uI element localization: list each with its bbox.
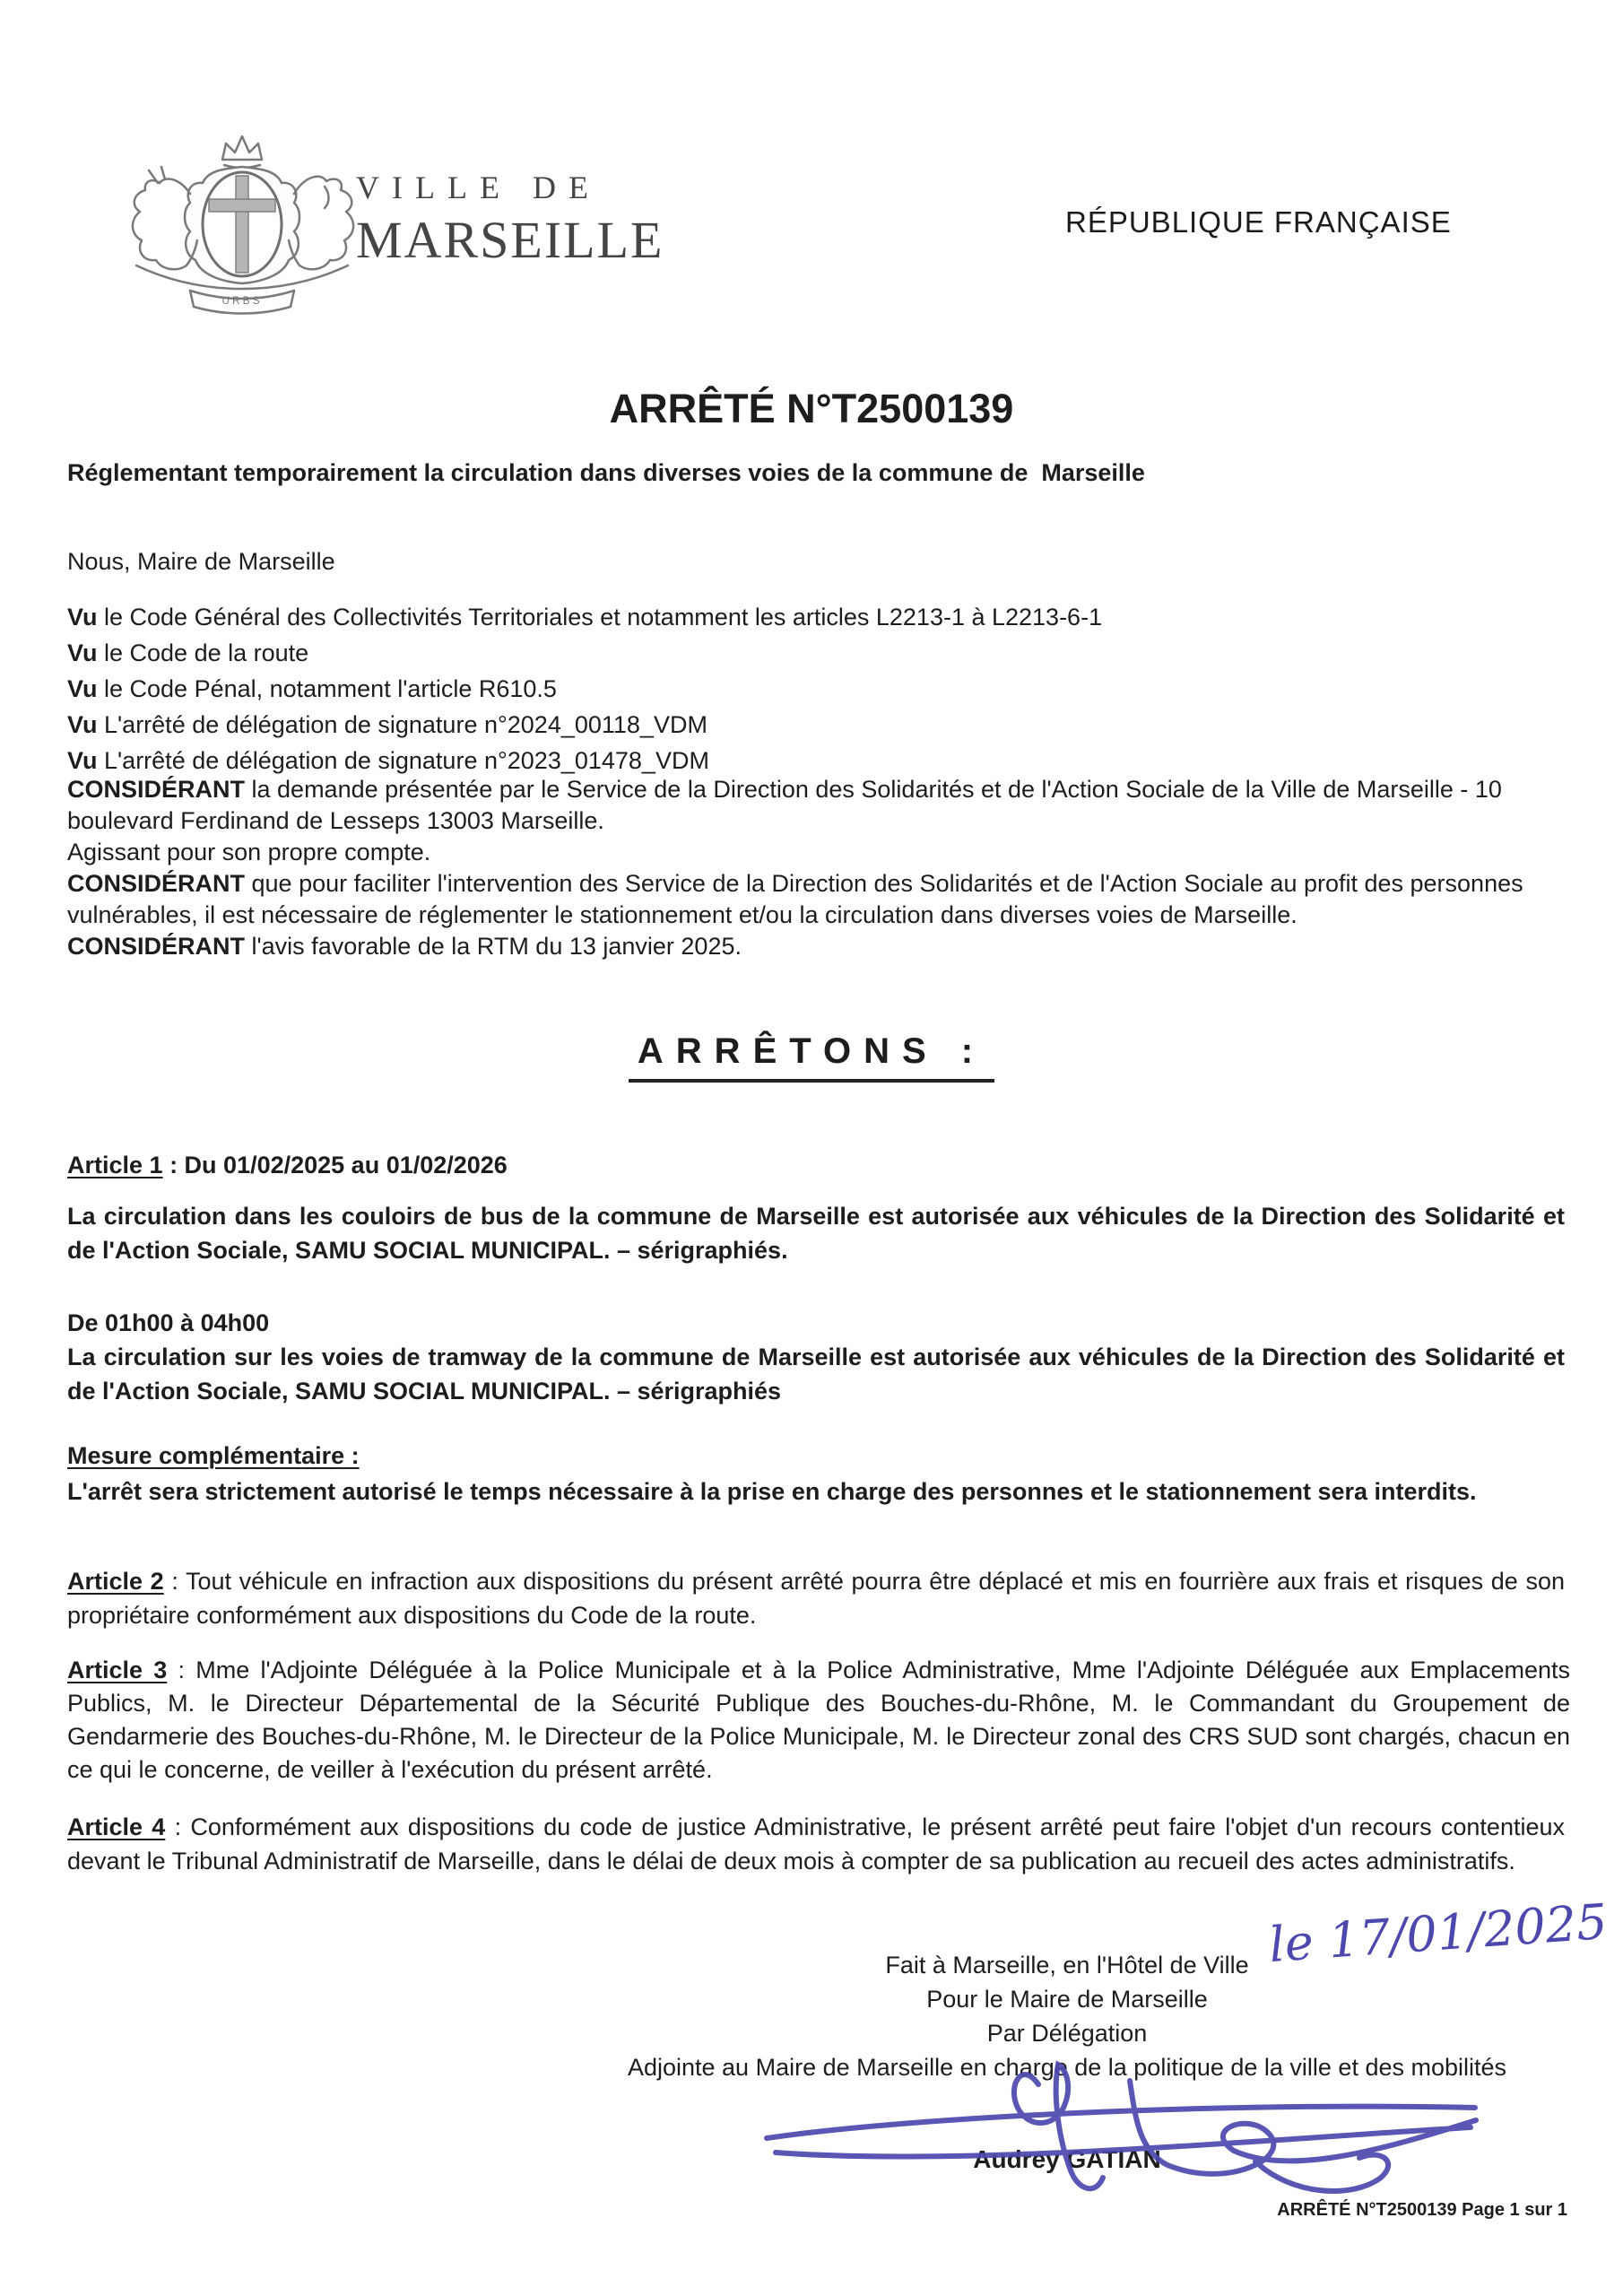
article1-paragraph2: La circulation sur les voies de tramway de la commune de Marseille est autorisée aux véhicules de la Direction des Solidarité et de l'Action Sociale, SAMU SOCIAL MUNICIPAL. – sérigraphiés — [67, 1344, 1565, 1405]
considerant-line — [67, 931, 1570, 962]
considerant-text: l'avis favorable de la RTM du 13 janvier 2025. — [245, 933, 742, 960]
signer-name: Audrey GATIAN — [973, 2145, 1161, 2173]
signature-place-line: Fait à Marseille, en l'Hôtel de Ville — [885, 1952, 1249, 1979]
considerant-block — [67, 774, 1570, 962]
vu-label: Vu — [67, 711, 98, 738]
article2-label: Article 2 — [67, 1568, 164, 1595]
arretons-heading: ARRÊTONS : — [629, 1031, 994, 1083]
considerant-text: que pour faciliter l'intervention des Service de la Direction des Solidarités et de l'Action Sociale au profit des personnes vulnérables, il est nécessaire de réglementer le stationnement et/ou la circulation dans diverses voies de Marseille. — [67, 870, 1523, 928]
article4 — [67, 1810, 1565, 1878]
considerant-text: Agissant pour son propre compte. — [67, 839, 431, 865]
considerant-line — [67, 868, 1570, 931]
article1-paragraph1: La circulation dans les couloirs de bus de la commune de Marseille est autorisée aux véhicules de la Direction des Solidarité et de l'Action Sociale, SAMU SOCIAL MUNICIPAL. – sérigraphiés. — [67, 1203, 1565, 1264]
republique-francaise-label: RÉPUBLIQUE FRANÇAISE — [1065, 205, 1452, 239]
handwritten-signature — [753, 2052, 1488, 2213]
signature-role-line: Adjointe au Maire de Marseille en charge de la politique de la ville et des mobilités — [627, 2054, 1507, 2081]
mesure-text: L'arrêt sera strictement autorisé le temps nécessaire à la prise en charge des personnes et le stationnement sera interdits. — [67, 1478, 1477, 1505]
article4-label: Article 4 — [67, 1813, 166, 1840]
article3 — [67, 1654, 1570, 1787]
article3-text: : Mme l'Adjointe Déléguée à la Police Municipale et à la Police Administrative, Mme l'Adjointe Déléguée aux Emplacements Publics, M. le Directeur Départemental de la Sécurité Publique des Bouches-du-Rhône, M. le Commandant du Groupement de Gendarmerie des Bouches-du-Rhône, M. le Directeur de la Police Municipale, M. le Directeur zonal des CRS SUD sont chargés, chacun en ce qui le concerne, de veiller à l'exécution du présent arrêté. — [67, 1657, 1570, 1783]
logo-line-marseille: MARSEILLE — [356, 211, 664, 269]
logo-line-ville-de: VILLE DE — [356, 170, 601, 205]
page-title: ARRÊTÉ N°T2500139 — [609, 386, 1014, 431]
considerant-line — [67, 774, 1570, 837]
considerant-label: CONSIDÉRANT — [67, 933, 246, 960]
vu-line — [67, 635, 1565, 671]
page-footer: ARRÊTÉ N°T2500139 Page 1 sur 1 — [1277, 2200, 1567, 2220]
article1-heading — [67, 1148, 1565, 1182]
crest-icon — [90, 124, 395, 317]
article2 — [67, 1564, 1565, 1632]
article1-dates: : Du 01/02/2025 au 01/02/2026 — [162, 1152, 508, 1178]
arretons-heading-wrap — [0, 1031, 1623, 1083]
considerant-label: CONSIDÉRANT — [67, 870, 246, 897]
vu-text: le Code de la route — [97, 639, 309, 666]
vu-line — [67, 671, 1565, 707]
vu-text: le Code Général des Collectivités Territoriales et notamment les articles L2213-1 à L2213-6-1 — [97, 604, 1103, 631]
vu-block — [67, 599, 1565, 778]
vu-label: Vu — [67, 604, 98, 631]
vu-label: Vu — [67, 747, 98, 774]
vu-line — [67, 599, 1565, 635]
intro-line: Nous, Maire de Marseille — [67, 548, 335, 575]
article1-time: De 01h00 à 04h00 — [67, 1309, 270, 1336]
signature-delegation-line: Par Délégation — [986, 2020, 1148, 2047]
considerant-text: la demande présentée par le Service de la Direction des Solidarités et de l'Action Sociale de la Ville de Marseille - 10 boulevard Ferdinand de Lesseps 13003 Marseille. — [67, 776, 1502, 834]
article1-schedule — [67, 1306, 1565, 1408]
handwritten-date: le 17/01/2025 — [1267, 1892, 1610, 1974]
vu-text: L'arrêté de délégation de signature n°2023_01478_VDM — [97, 747, 709, 774]
vu-line — [67, 707, 1565, 743]
vu-text: L'arrêté de délégation de signature n°2024_00118_VDM — [97, 711, 707, 738]
article3-label: Article 3 — [67, 1657, 168, 1683]
considerant-label: CONSIDÉRANT — [67, 776, 246, 803]
vu-line — [67, 743, 1565, 778]
vu-label: Vu — [67, 675, 98, 702]
mesure-heading: Mesure complémentaire : — [67, 1442, 360, 1469]
subtitle: Réglementant temporairement la circulation dans diverses voies de la commune de Marseille — [67, 459, 1145, 486]
article1-label: Article 1 — [67, 1152, 163, 1178]
article4-text: : Conformément aux dispositions du code de justice Administrative, le présent arrêté peut faire l'objet d'un recours contentieux devant le Tribunal Administratif de Marseille, dans le délai de deux mois à compter de sa publication au recueil des actes administratifs. — [67, 1813, 1565, 1874]
article2-text: : Tout véhicule en infraction aux dispositions du présent arrêté pourra être déplacé et mis en fourrière aux frais et risques de son propriétaire conformément aux dispositions du Code de la route. — [67, 1568, 1565, 1629]
vu-label: Vu — [67, 639, 98, 666]
crest-banner-text: URBS — [221, 294, 263, 307]
signature-for-mayor-line: Pour le Maire de Marseille — [926, 1986, 1208, 2013]
considerant-line — [67, 837, 1570, 868]
signature-ink-icon — [753, 2052, 1488, 2213]
ville-de-marseille-logotype — [356, 169, 664, 270]
marseille-coat-of-arms — [90, 124, 395, 317]
vu-text: le Code Pénal, notamment l'article R610.5 — [97, 675, 557, 702]
